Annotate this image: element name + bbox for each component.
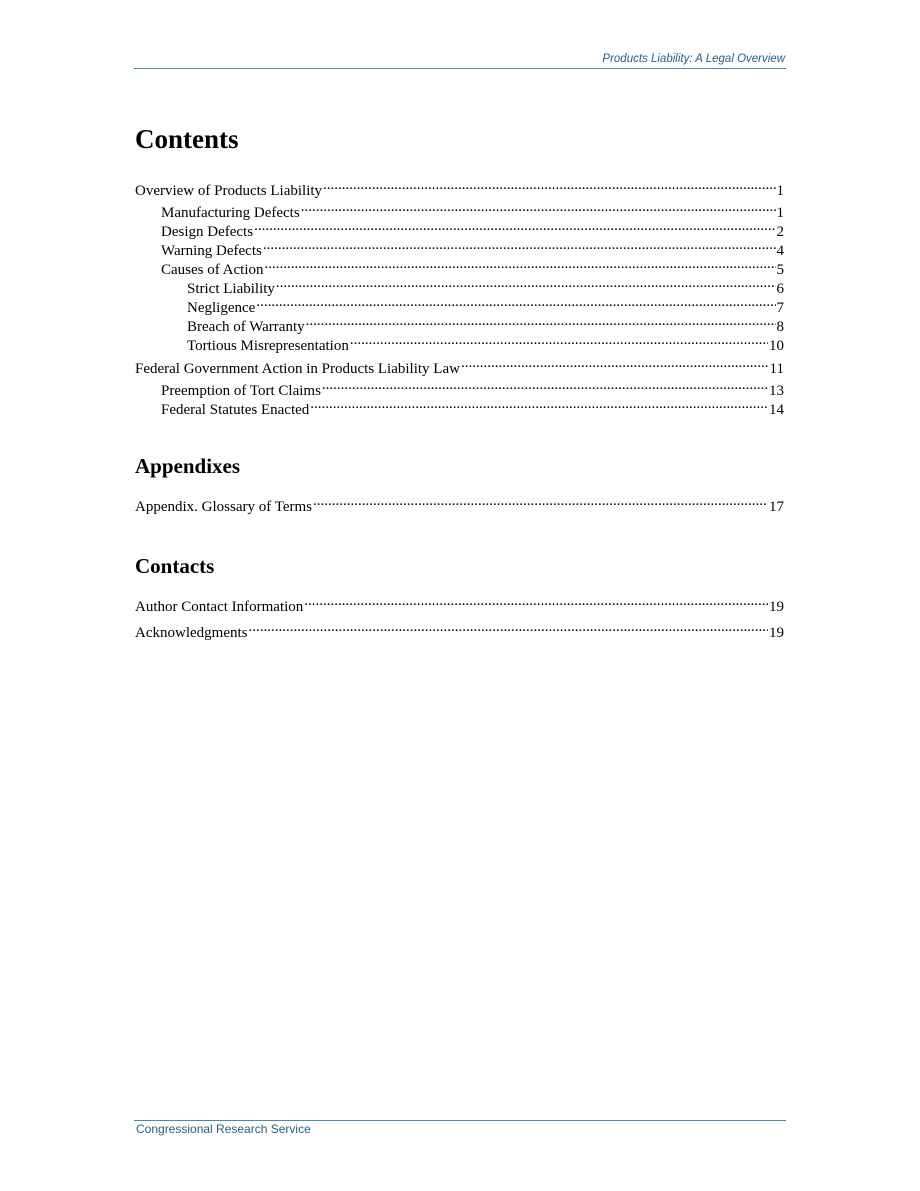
running-header-title: Products Liability: A Legal Overview — [602, 53, 785, 65]
toc-entry-label: Warning Defects — [161, 243, 262, 259]
toc-entry-page-number: 5 — [776, 262, 784, 278]
toc-entry-page-number: 17 — [769, 499, 784, 515]
toc-dot-leader — [306, 312, 776, 331]
toc-entry-label: Federal Government Action in Products Liability Law — [135, 361, 460, 377]
toc-entry-label: Tortious Misrepresentation — [187, 338, 349, 354]
toc-dot-leader — [265, 255, 776, 274]
toc-entry-page-number: 1 — [776, 183, 784, 199]
toc-dot-leader — [263, 236, 776, 255]
toc-dot-leader — [304, 592, 768, 611]
toc-entry-page-number: 6 — [776, 281, 784, 297]
toc-entry[interactable] — [135, 618, 784, 641]
toc-entry[interactable] — [161, 217, 784, 240]
toc-entry-label: Federal Statutes Enacted — [161, 402, 310, 418]
toc-entry-label: Acknowledgments — [135, 625, 248, 641]
toc-entry-page-number: 19 — [769, 599, 784, 615]
toc-entry-page-number: 14 — [769, 402, 784, 418]
toc-dot-leader — [461, 354, 769, 373]
toc-entry[interactable] — [135, 354, 784, 377]
toc-entry-page-number: 11 — [769, 361, 784, 377]
toc-entry-page-number: 1 — [776, 205, 784, 221]
toc-entry[interactable] — [161, 376, 784, 399]
appendixes-heading: Appendixes — [135, 454, 241, 478]
toc-entry-page-number: 8 — [776, 319, 784, 335]
toc-entry-label: Overview of Products Liability — [135, 183, 323, 199]
toc-entry-label: Causes of Action — [161, 262, 264, 278]
footer-text: Congressional Research Service — [136, 1122, 311, 1136]
contents-heading: Contents — [135, 124, 239, 154]
toc-dot-leader — [313, 492, 768, 511]
toc-entry-label: Author Contact Information — [135, 599, 304, 615]
toc-entry[interactable] — [161, 236, 784, 259]
toc-entry-label: Appendix. Glossary of Terms — [135, 499, 312, 515]
toc-entry-page-number: 13 — [769, 383, 784, 399]
header-rule — [134, 68, 786, 69]
toc-entry-label: Manufacturing Defects — [161, 205, 300, 221]
toc-entry[interactable] — [135, 492, 784, 515]
footer-rule — [134, 1120, 786, 1121]
toc-dot-leader — [254, 217, 775, 236]
toc-entry-label: Preemption of Tort Claims — [161, 383, 321, 399]
toc-dot-leader — [323, 176, 775, 195]
toc-dot-leader — [322, 376, 768, 395]
toc-entry-page-number: 10 — [769, 338, 784, 354]
toc-dot-leader — [248, 618, 768, 637]
toc-entry[interactable] — [161, 255, 784, 278]
toc-entry[interactable] — [187, 331, 784, 354]
toc-entry-page-number: 7 — [776, 300, 784, 316]
toc-entry[interactable] — [187, 293, 784, 316]
toc-entry[interactable] — [187, 274, 784, 297]
toc-dot-leader — [276, 274, 776, 293]
contacts-heading: Contacts — [135, 554, 215, 578]
toc-entry-page-number: 19 — [769, 625, 784, 641]
toc-entry-page-number: 2 — [776, 224, 784, 240]
toc-dot-leader — [301, 198, 776, 217]
toc-dot-leader — [256, 293, 775, 312]
toc-entry-page-number: 4 — [776, 243, 784, 259]
toc-entry-label: Strict Liability — [187, 281, 275, 297]
toc-entry[interactable] — [161, 395, 784, 418]
toc-entry-label: Breach of Warranty — [187, 319, 305, 335]
toc-entry-label: Negligence — [187, 300, 256, 316]
toc-dot-leader — [350, 331, 768, 350]
toc-entry-label: Design Defects — [161, 224, 254, 240]
toc-dot-leader — [310, 395, 768, 414]
toc-entry[interactable] — [161, 198, 784, 221]
toc-entry[interactable] — [135, 176, 784, 199]
toc-entry[interactable] — [135, 592, 784, 615]
toc-entry[interactable] — [187, 312, 784, 335]
